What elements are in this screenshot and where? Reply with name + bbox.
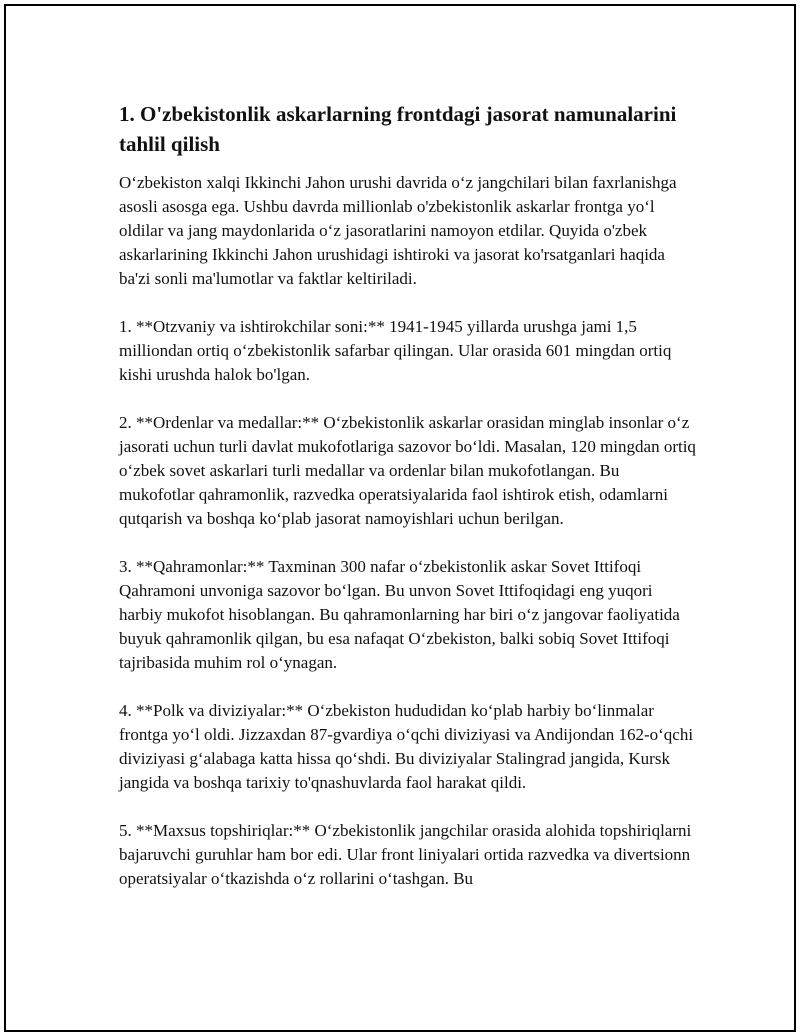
paragraph-regiments-divisions: 4. **Polk va diviziyalar:** O‘zbekiston hududidan ko‘plab harbiy bo‘linmalar frontga yo‘l oldi. Jizzaxdan 87-gvardiya o‘qchi diviziyasi va Andijondan 162-o‘qchi diviziyasi g‘alabaga katta hissa qo‘shdi. Bu diviziyalar Stalingrad jangida, Kursk jangida va boshqa tarixiy to'qnashuvlarda faol harakat qildi. (119, 701, 694, 792)
paragraph-participants: 1. **Otzvaniy va ishtirokchilar soni:** 1941-1945 yillarda urushga jami 1,5 milliondan ortiq o‘zbekistonlik safarbar qilingan. Ular orasida 601 mingdan ortiq kishi urushda halok bo'lgan. (119, 317, 672, 384)
page-frame (4, 4, 796, 1032)
paragraph-heroes: 3. **Qahramonlar:** Taxminan 300 nafar o‘zbekistonlik askar Sovet Ittifoqi Qahramoni unvoniga sazovor bo‘lgan. Bu unvon Sovet Ittifoqidagi eng yuqori harbiy mukofot hisoblangan. Bu qahramonlarning har biri o‘z jangovar faoliyatida buyuk qahramonlik qilgan, bu esa nafaqat O‘zbekiston, balki sobiq Sovet Ittifoqi tajribasida muhim rol o‘ynagan. (119, 557, 680, 672)
intro-paragraph: O‘zbekiston xalqi Ikkinchi Jahon urushi davrida o‘z jangchilari bilan faxrlanishga asosli asosga ega. Ushbu davrda millionlab o'zbekistonlik askarlar frontga yo‘l oldilar va jang maydonlarida o‘z jasoratlarini namoyon etdilar. Quyida o'zbek askarlarining Ikkinchi Jahon urushidagi ishtiroki va jasorat ko'rsatganlari haqida ba'zi sonli ma'lumotlar va faktlar keltiriladi. (119, 173, 677, 288)
document-body (119, 99, 699, 915)
document-title: 1. O'zbekistonlik askarlarning frontdagi jasorat namunalarini tahlil qilish (119, 102, 677, 156)
paragraph-special-tasks: 5. **Maxsus topshiriqlar:** O‘zbekistonlik jangchilar orasida alohida topshiriqlarni bajaruvchi guruhlar ham bor edi. Ular front liniyalari ortida razvedka va divertsionn operatsiyalar o‘tkazishda o‘z rollarini o‘tashgan. Bu (119, 821, 692, 888)
paragraph-orders-medals: 2. **Ordenlar va medallar:** O‘zbekistonlik askarlar orasidan minglab insonlar o‘z jasorati uchun turli davlat mukofotlariga sazovor bo‘ldi. Masalan, 120 mingdan ortiq o‘zbek sovet askarlari turli medallar va ordenlar bilan mukofotlangan. Bu mukofotlar qahramonlik, razvedka operatsiyalarida faol ishtirok etish, odamlarni qutqarish va boshqa ko‘plab jasorat namoyishlari uchun berilgan. (119, 413, 696, 528)
